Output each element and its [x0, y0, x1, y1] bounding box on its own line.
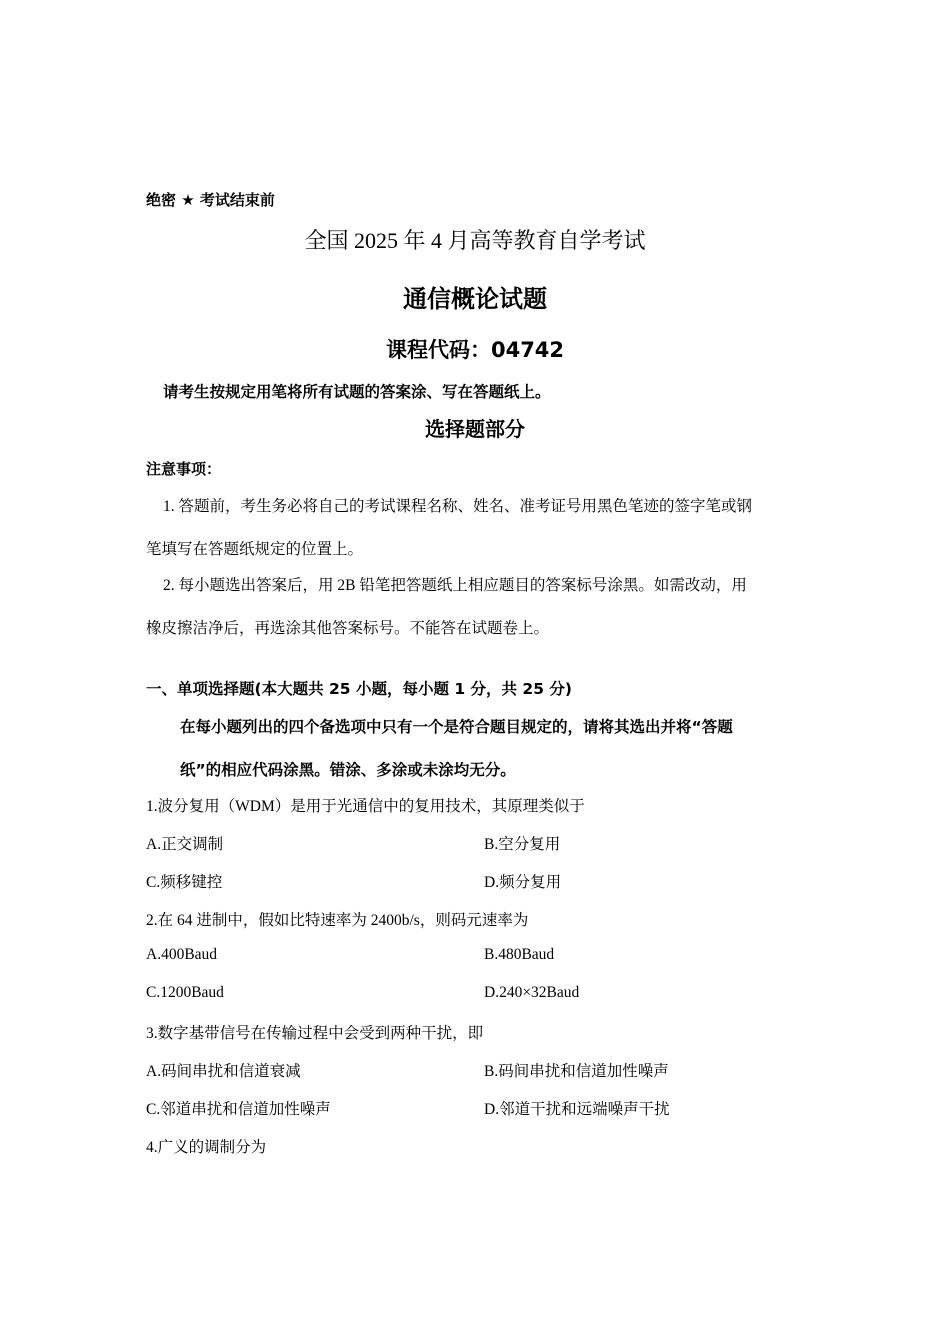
option-b: B.空分复用 [484, 836, 561, 853]
answer-instruction: 请考生按规定用笔将所有试题的答案涂、写在答题纸上。 [163, 383, 551, 401]
part-description-line-1: 在每小题列出的四个备选项中只有一个是符合题目规定的，请将其选出并将“答题 [180, 718, 733, 736]
note-2-line-1: 2. 每小题选出答案后，用 2B 铅笔把答题纸上相应题目的答案标号涂黑。如需改动，用 [163, 577, 747, 594]
notes-title: 注意事项： [146, 460, 222, 478]
exam-title: 全国 2025 年 4 月高等教育自学考试 [304, 228, 646, 253]
question-stem: 2.在 64 进制中，假如比特速率为 2400b/s，则码元速率为 [146, 912, 529, 929]
option-d: D.频分复用 [484, 874, 562, 891]
option-c: C.频移键控 [146, 874, 223, 891]
option-b: B.480Baud [484, 946, 555, 963]
option-c: C.邻道串扰和信道加性噪声 [146, 1101, 331, 1118]
part-description-line-2: 纸”的相应代码涂黑。错涂、多涂或未涂均无分。 [180, 761, 516, 779]
option-d: D.240×32Baud [484, 984, 580, 1001]
option-a: A.码间串扰和信道衰减 [146, 1063, 301, 1080]
option-d: D.邻道干扰和远端噪声干扰 [484, 1101, 670, 1118]
question-stem: 4.广义的调制分为 [146, 1139, 267, 1156]
option-b: B.码间串扰和信道加性噪声 [484, 1063, 669, 1080]
confidential-label: 绝密 ★ 考试结束前 [146, 191, 275, 209]
subject-title: 通信概论试题 [403, 285, 547, 313]
note-1-line-2: 笔填写在答题纸规定的位置上。 [146, 541, 364, 558]
option-a: A.正交调制 [146, 836, 224, 853]
question-stem: 1.波分复用（WDM）是用于光通信中的复用技术，其原理类似于 [146, 798, 585, 815]
section-title: 选择题部分 [425, 417, 525, 441]
note-2-line-2: 橡皮擦洁净后，再选涂其他答案标号。不能答在试题卷上。 [146, 620, 550, 637]
option-a: A.400Baud [146, 946, 218, 963]
option-c: C.1200Baud [146, 984, 224, 1001]
course-code: 课程代码：04742 [385, 338, 565, 362]
part-heading: 一、单项选择题(本大题共 25 小题，每小题 1 分，共 25 分) [146, 680, 572, 698]
question-stem: 3.数字基带信号在传输过程中会受到两种干扰，即 [146, 1025, 484, 1042]
note-1-line-1: 1. 答题前，考生务必将自己的考试课程名称、姓名、准考证号用黑色笔迹的签字笔或钢 [163, 498, 753, 515]
